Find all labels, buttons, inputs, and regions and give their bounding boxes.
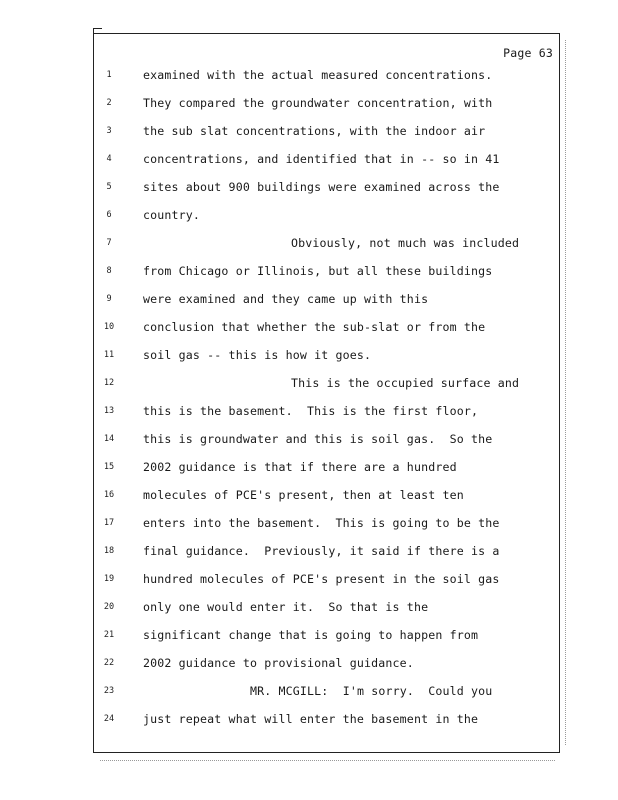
line-number: 19 xyxy=(103,574,115,584)
transcript-line: molecules of PCE's present, then at least ten xyxy=(143,488,464,502)
transcript-line: were examined and they came up with this xyxy=(143,292,429,306)
line-number: 3 xyxy=(106,126,112,136)
line-number: 18 xyxy=(103,546,115,556)
transcript-line: from Chicago or Illinois, but all these buildings xyxy=(143,264,493,278)
transcript-line: They compared the groundwater concentration, with xyxy=(143,96,493,110)
transcript-line: this is the basement. This is the first floor, xyxy=(143,404,479,418)
line-number: 22 xyxy=(103,658,115,668)
line-number: 7 xyxy=(106,238,112,248)
line-number: 4 xyxy=(106,154,112,164)
transcript-line: just repeat what will enter the basement in the xyxy=(143,712,479,726)
line-number: 1 xyxy=(106,70,112,80)
line-number: 14 xyxy=(103,434,115,444)
line-number: 23 xyxy=(103,686,115,696)
transcript-line: concentrations, and identified that in -- so in 41 xyxy=(143,152,500,166)
line-number: 8 xyxy=(106,266,112,276)
transcript-line: this is groundwater and this is soil gas. So the xyxy=(143,432,493,446)
transcript-line: final guidance. Previously, it said if there is a xyxy=(143,544,500,558)
line-number: 20 xyxy=(103,602,115,612)
transcript-line: soil gas -- this is how it goes. xyxy=(143,348,372,362)
transcript-line: 2002 guidance to provisional guidance. xyxy=(143,656,414,670)
line-number: 24 xyxy=(103,714,115,724)
transcript-page-frame xyxy=(93,33,560,753)
line-number: 16 xyxy=(103,490,115,500)
transcript-line: hundred molecules of PCE's present in the soil gas xyxy=(143,572,500,586)
transcript-line: sites about 900 buildings were examined across the xyxy=(143,180,500,194)
line-number: 21 xyxy=(103,630,115,640)
right-margin-rule xyxy=(565,40,566,745)
transcript-line: MR. MCGILL: I'm sorry. Could you xyxy=(250,684,493,698)
line-number: 12 xyxy=(103,378,115,388)
transcript-line: examined with the actual measured concentrations. xyxy=(143,68,493,82)
line-number: 6 xyxy=(106,210,112,220)
line-number: 15 xyxy=(103,462,115,472)
line-number: 10 xyxy=(103,322,115,332)
line-number: 5 xyxy=(106,182,112,192)
transcript-line: only one would enter it. So that is the xyxy=(143,600,429,614)
transcript-line: enters into the basement. This is going to be the xyxy=(143,516,500,530)
transcript-line: significant change that is going to happen from xyxy=(143,628,479,642)
line-number: 11 xyxy=(103,350,115,360)
transcript-line: 2002 guidance is that if there are a hundred xyxy=(143,460,457,474)
line-number: 17 xyxy=(103,518,115,528)
line-number: 13 xyxy=(103,406,115,416)
line-number: 2 xyxy=(106,98,112,108)
line-number: 9 xyxy=(106,294,112,304)
transcript-line: country. xyxy=(143,208,201,222)
transcript-line: conclusion that whether the sub-slat or from the xyxy=(143,320,486,334)
transcript-line: This is the occupied surface and xyxy=(291,376,520,390)
transcript-line: Obviously, not much was included xyxy=(291,236,520,250)
page-number: Page 63 xyxy=(503,46,553,60)
bottom-margin-rule xyxy=(100,760,555,761)
transcript-line: the sub slat concentrations, with the indoor air xyxy=(143,124,486,138)
